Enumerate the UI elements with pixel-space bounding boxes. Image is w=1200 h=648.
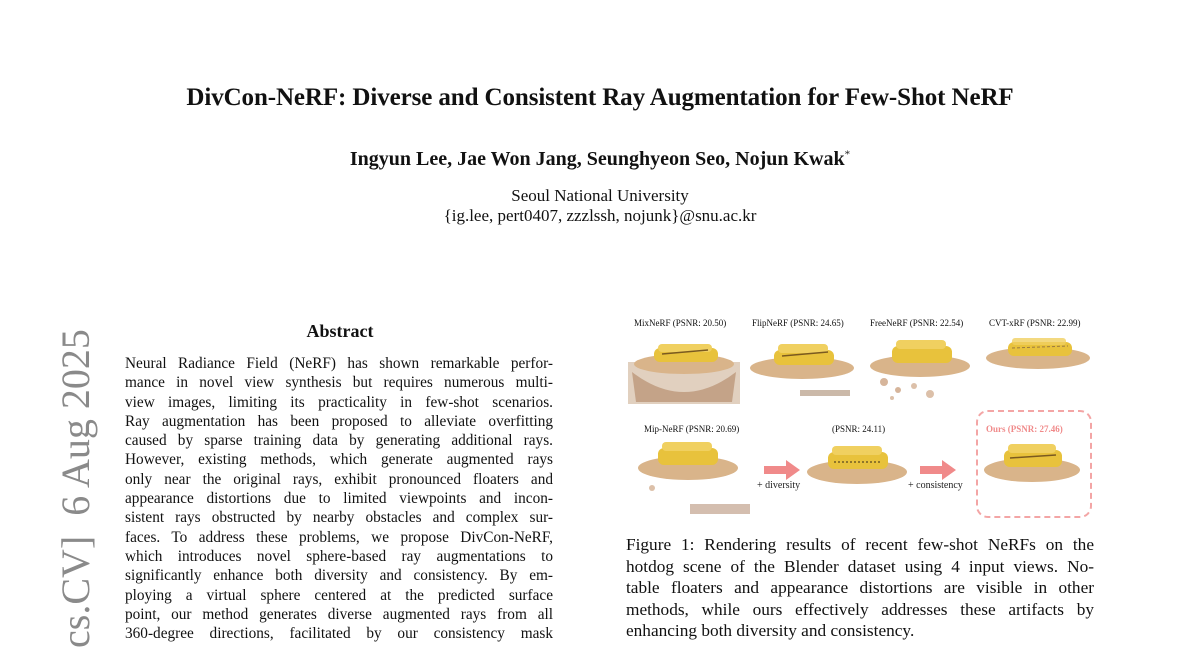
abstract-line: 360-degree directions, facilitated by our consistency mask [125,625,553,643]
step-plus-consistency: + consistency [908,480,963,491]
abstract-line: caused by sparse training data by generating additional rays. [125,432,553,450]
corresponding-author-mark: * [844,148,851,161]
arrow-right-icon [764,460,800,480]
paper-title: DivCon-NeRF: Diverse and Consistent Ray Augmentation for Few-Shot NeRF [186,84,1014,111]
figure-1 [626,310,1096,525]
label-diversity-psnr: (PSNR: 24.11) [832,424,886,434]
abstract-line: faces. To address these problems, we propose DivCon-NeRF, [125,528,553,546]
render-mixnerf [628,332,740,404]
figure-1-caption [626,534,1094,642]
abstract-line: which introduces novel sphere-based ray augmentations to [125,547,553,565]
abstract-line: view images, limiting its practicality in few-shot scenarios. [125,393,553,411]
caption-line: enhancing both diversity and consistency. [626,621,915,640]
arxiv-side-stamp: cs.CV] 6 Aug 2025 [53,329,98,648]
abstract-line: Neural Radiance Field (NeRF) has shown remarkable perfor- [125,355,553,372]
author-list [0,148,1200,171]
abstract-text [125,354,553,643]
abstract-line: However, existing methods, which generate augmented rays [125,451,553,469]
render-cvtxrf [982,332,1094,404]
arrow-right-icon [920,460,956,480]
label-ours: Ours (PSNR: 27.46) [986,424,1063,434]
render-diversity-only [804,436,910,492]
caption-line: methods, while ours effectively addresses these artifacts by [626,599,1094,619]
label-mipnerf: Mip-NeRF (PSNR: 20.69) [644,424,740,434]
step-plus-diversity: + diversity [757,480,801,491]
abstract-line: Ray augmentation has been proposed to alleviate overfitting [125,412,553,430]
author-names: Ingyun Lee, Jae Won Jang, Seunghyeon Seo, Nojun Kwak [349,148,845,170]
author-emails: {ig.lee, pert0407, zzzlssh, nojunk}@snu.ac.kr [443,206,757,225]
render-mipnerf [630,438,754,516]
render-flipnerf [746,332,858,404]
abstract-line: point, our method generates diverse augmented rays from all [125,605,553,623]
affiliation-block [0,186,1200,226]
render-freenerf [864,332,976,404]
caption-line: hotdog scene of the Blender dataset using 4 input views. No- [626,556,1094,576]
label-freenerf: FreeNeRF (PSNR: 22.54) [870,318,964,328]
abstract-line: appearance distortions due to limited viewpoints and incon- [125,490,553,508]
abstract-line: significantly enhance both diversity and consistency. By em- [125,567,553,585]
abstract-heading: Abstract [306,321,374,341]
abstract-line: ploying a virtual sphere centered at the predicted surface [125,586,553,604]
render-ours [980,436,1084,492]
abstract-line: only near the original rays, exhibit pronounced floaters and [125,470,553,488]
affiliation: Seoul National University [511,186,689,205]
label-flipnerf: FlipNeRF (PSNR: 24.65) [752,318,844,328]
label-mixnerf: MixNeRF (PSNR: 20.50) [634,318,727,328]
caption-line: table floaters and appearance distortions are visible in other [626,578,1094,597]
caption-line: Figure 1: Rendering results of recent few-shot NeRFs on the [626,535,1094,554]
abstract-line: mance in novel view synthesis but requires numerous multi- [125,374,553,392]
label-cvtxrf: CVT-xRF (PSNR: 22.99) [989,318,1081,328]
abstract-line: sistent rays obstructed by nearby obstacles and complex sur- [125,509,553,527]
